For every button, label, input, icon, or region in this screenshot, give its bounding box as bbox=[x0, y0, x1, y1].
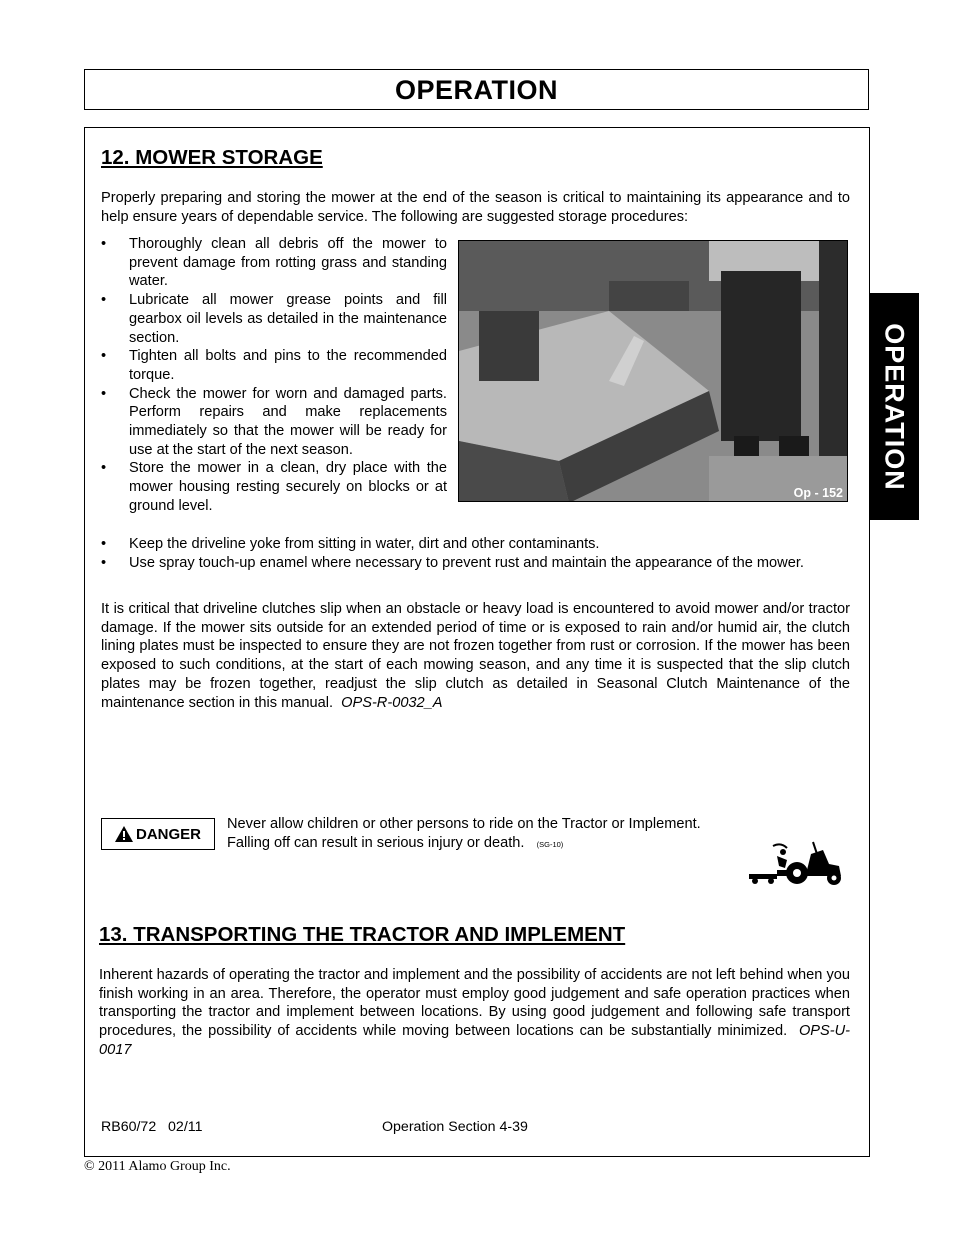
tractor-rider-icon bbox=[747, 840, 845, 888]
section-13-title: 13. TRANSPORTING THE TRACTOR AND IMPLEMENT bbox=[99, 923, 626, 946]
list-item: • Use spray touch-up enamel where necessary to prevent rust and maintain the appearance of the mower. bbox=[101, 554, 861, 573]
warning-triangle-icon bbox=[115, 826, 133, 842]
footer-page-number: Operation Section 4-39 bbox=[382, 1119, 528, 1135]
side-tab bbox=[869, 293, 919, 520]
clutch-paragraph-ref: OPS-R-0032_A bbox=[341, 694, 443, 711]
transport-paragraph-text: Inherent hazards of operating the tractor and implement and the possibility of accidents are not left behind when you finish working in an area. Therefore, the operator must employ good judgement and safe operation practices when transporting the tractor and implement between locations. By using good judgement and following safe transport procedures, the possibility of accidents while moving between locations can be substantially minimized. bbox=[99, 967, 850, 1040]
danger-message bbox=[227, 815, 747, 854]
transport-paragraph-ref: OPS-U- 0017 bbox=[99, 1023, 851, 1058]
mower-storage-photo bbox=[458, 240, 848, 502]
side-tab-label: OPERATION bbox=[879, 322, 910, 491]
copyright-notice: © 2011 Alamo Group Inc. bbox=[84, 1159, 231, 1174]
list-item: • Keep the driveline yoke from sitting in water, dirt and other contaminants. bbox=[101, 535, 861, 554]
danger-line-2-text: Falling off can result in serious injury or death. bbox=[227, 835, 525, 851]
header-box bbox=[84, 69, 869, 110]
danger-label bbox=[101, 818, 215, 850]
clutch-paragraph-text: It is critical that driveline clutches slip when an obstacle or heavy load is encountered to avoid mower and/or tractor damage. If the mower sits outside for an extended period of time or is exposed to rain and/or humid air, the clutch lining plates must be inspected to ensure they are not frozen together from rust or corrosion. If the mower has been exposed to such conditions, at the start of each mowing season, and any time it is suspected that the slip clutch plates may be frozen together, readjust the slip clutch as detailed in Seasonal Clutch Maintenance of the maintenance section in this manual. bbox=[101, 601, 850, 711]
danger-line-2 bbox=[227, 834, 747, 854]
list-item: • Store the mower in a clean, dry place with the mower housing resting securely on blocks or at ground level. bbox=[101, 459, 447, 515]
danger-word: DANGER bbox=[135, 825, 201, 843]
mower-photo-illustration bbox=[459, 241, 848, 502]
section-12-title: 12. MOWER STORAGE bbox=[101, 146, 323, 169]
page-header-title: OPERATION bbox=[394, 75, 558, 105]
clutch-paragraph bbox=[101, 600, 850, 712]
footer-model-date: RB60/72 02/11 bbox=[101, 1119, 203, 1135]
danger-ref: (SG-10) bbox=[536, 840, 564, 849]
transport-paragraph bbox=[99, 966, 850, 1060]
storage-list-a bbox=[101, 235, 447, 516]
list-item: • Tighten all bolts and pins to the recommended torque. bbox=[101, 347, 447, 384]
list-item: • Thoroughly clean all debris off the mower to prevent damage from rotting grass and standing water. bbox=[101, 235, 447, 291]
photo-caption: Op - 152 bbox=[793, 486, 843, 500]
danger-line-1: Never allow children or other persons to ride on the Tractor or Implement. bbox=[227, 816, 701, 832]
section-12-intro: Properly preparing and storing the mower at the end of the season is critical to maintaining its appearance and to help ensure years of dependable service. The following are suggested storage procedures: bbox=[101, 190, 850, 225]
list-item: • Lubricate all mower grease points and fill gearbox oil levels as detailed in the maintenance section. bbox=[101, 291, 447, 347]
list-item: • Check the mower for worn and damaged parts. Perform repairs and make replacements immediately so that the mower will be ready for use at the start of the next season. bbox=[101, 385, 447, 460]
storage-list-b bbox=[101, 535, 861, 572]
